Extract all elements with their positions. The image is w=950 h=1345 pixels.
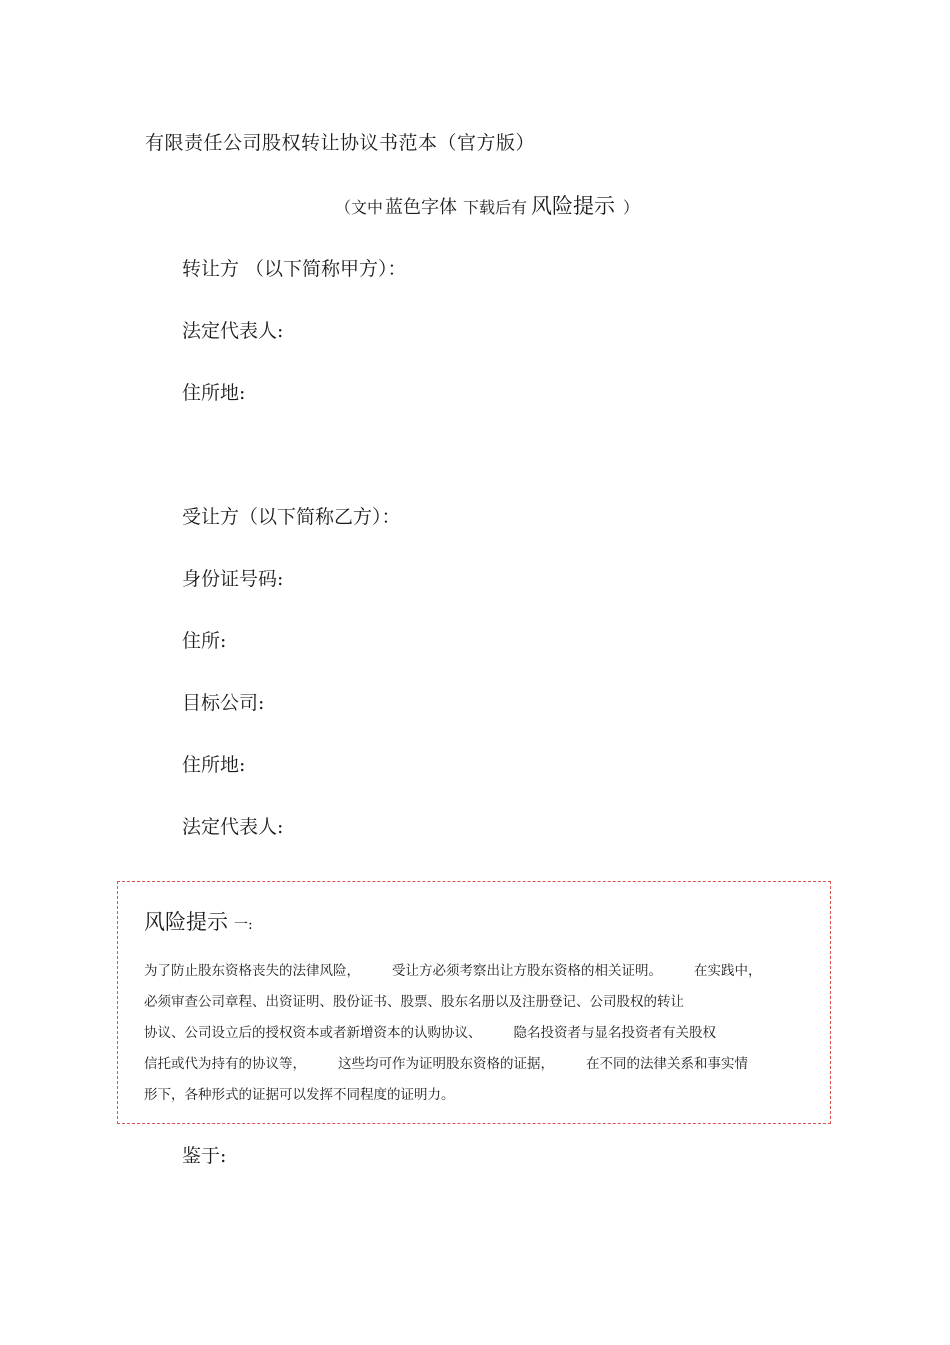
field-transferor: 转让方 （以下简称甲方）： (182, 258, 407, 280)
risk-tip-heading (144, 906, 253, 936)
field-transferee: 受让方（以下简称乙方）： (182, 506, 401, 528)
field-legal-rep: 法定代表人: (182, 320, 284, 342)
field-target-company: 目标公司: (182, 692, 265, 714)
subtitle-after-download: 下载后有 (463, 198, 528, 217)
risk-tip-number: 一: (234, 917, 253, 933)
field-whereas: 鉴于: (182, 1145, 227, 1167)
field-company-domicile: 住所地: (182, 754, 246, 776)
risk-tip-box (117, 881, 831, 1124)
risk-text: 形下，各种形式的证据可以发挥不同程度的证明力。 (144, 1087, 455, 1103)
risk-line-3 (144, 1021, 716, 1041)
subtitle-risk-tip: 风险提示 (531, 194, 616, 218)
risk-text: 信托或代为持有的协议等， (144, 1056, 306, 1072)
risk-line-1 (144, 959, 762, 979)
document-title: 有限责任公司股权转让协议书范本（官方版） (145, 132, 536, 154)
risk-text: 在实践中， (694, 963, 762, 979)
risk-text: 在不同的法律关系和事实情 (586, 1056, 748, 1072)
subtitle-close: ） (623, 198, 640, 217)
risk-text: 为了防止股东资格丧失的法律风险， (144, 963, 360, 979)
field-domicile: 住所地: (182, 382, 246, 404)
subtitle-blue-font: 蓝色字体 (385, 197, 458, 218)
risk-text: 受让方必须考察出让方股东资格的相关证明。 (392, 963, 662, 979)
risk-line-4 (144, 1052, 748, 1072)
field-residence: 住所: (182, 630, 227, 652)
risk-text: 必须审查公司章程、出资证明、股份证书、股票、股东名册以及注册登记、公司股权的转让 (144, 994, 684, 1010)
field-company-legal-rep: 法定代表人: (182, 816, 284, 838)
risk-tip-title: 风险提示 (144, 910, 228, 934)
field-id-number: 身份证号码: (182, 568, 284, 590)
subtitle (335, 190, 639, 220)
risk-text: 协议、公司设立后的授权资本或者新增资本的认购协议、 (144, 1025, 482, 1041)
risk-line-2 (144, 990, 684, 1010)
risk-text: 这些均可作为证明股东资格的证据， (338, 1056, 554, 1072)
risk-line-5 (144, 1083, 455, 1103)
risk-text: 隐名投资者与显名投资者有关股权 (513, 1025, 716, 1041)
subtitle-open: （文中 (335, 198, 384, 217)
